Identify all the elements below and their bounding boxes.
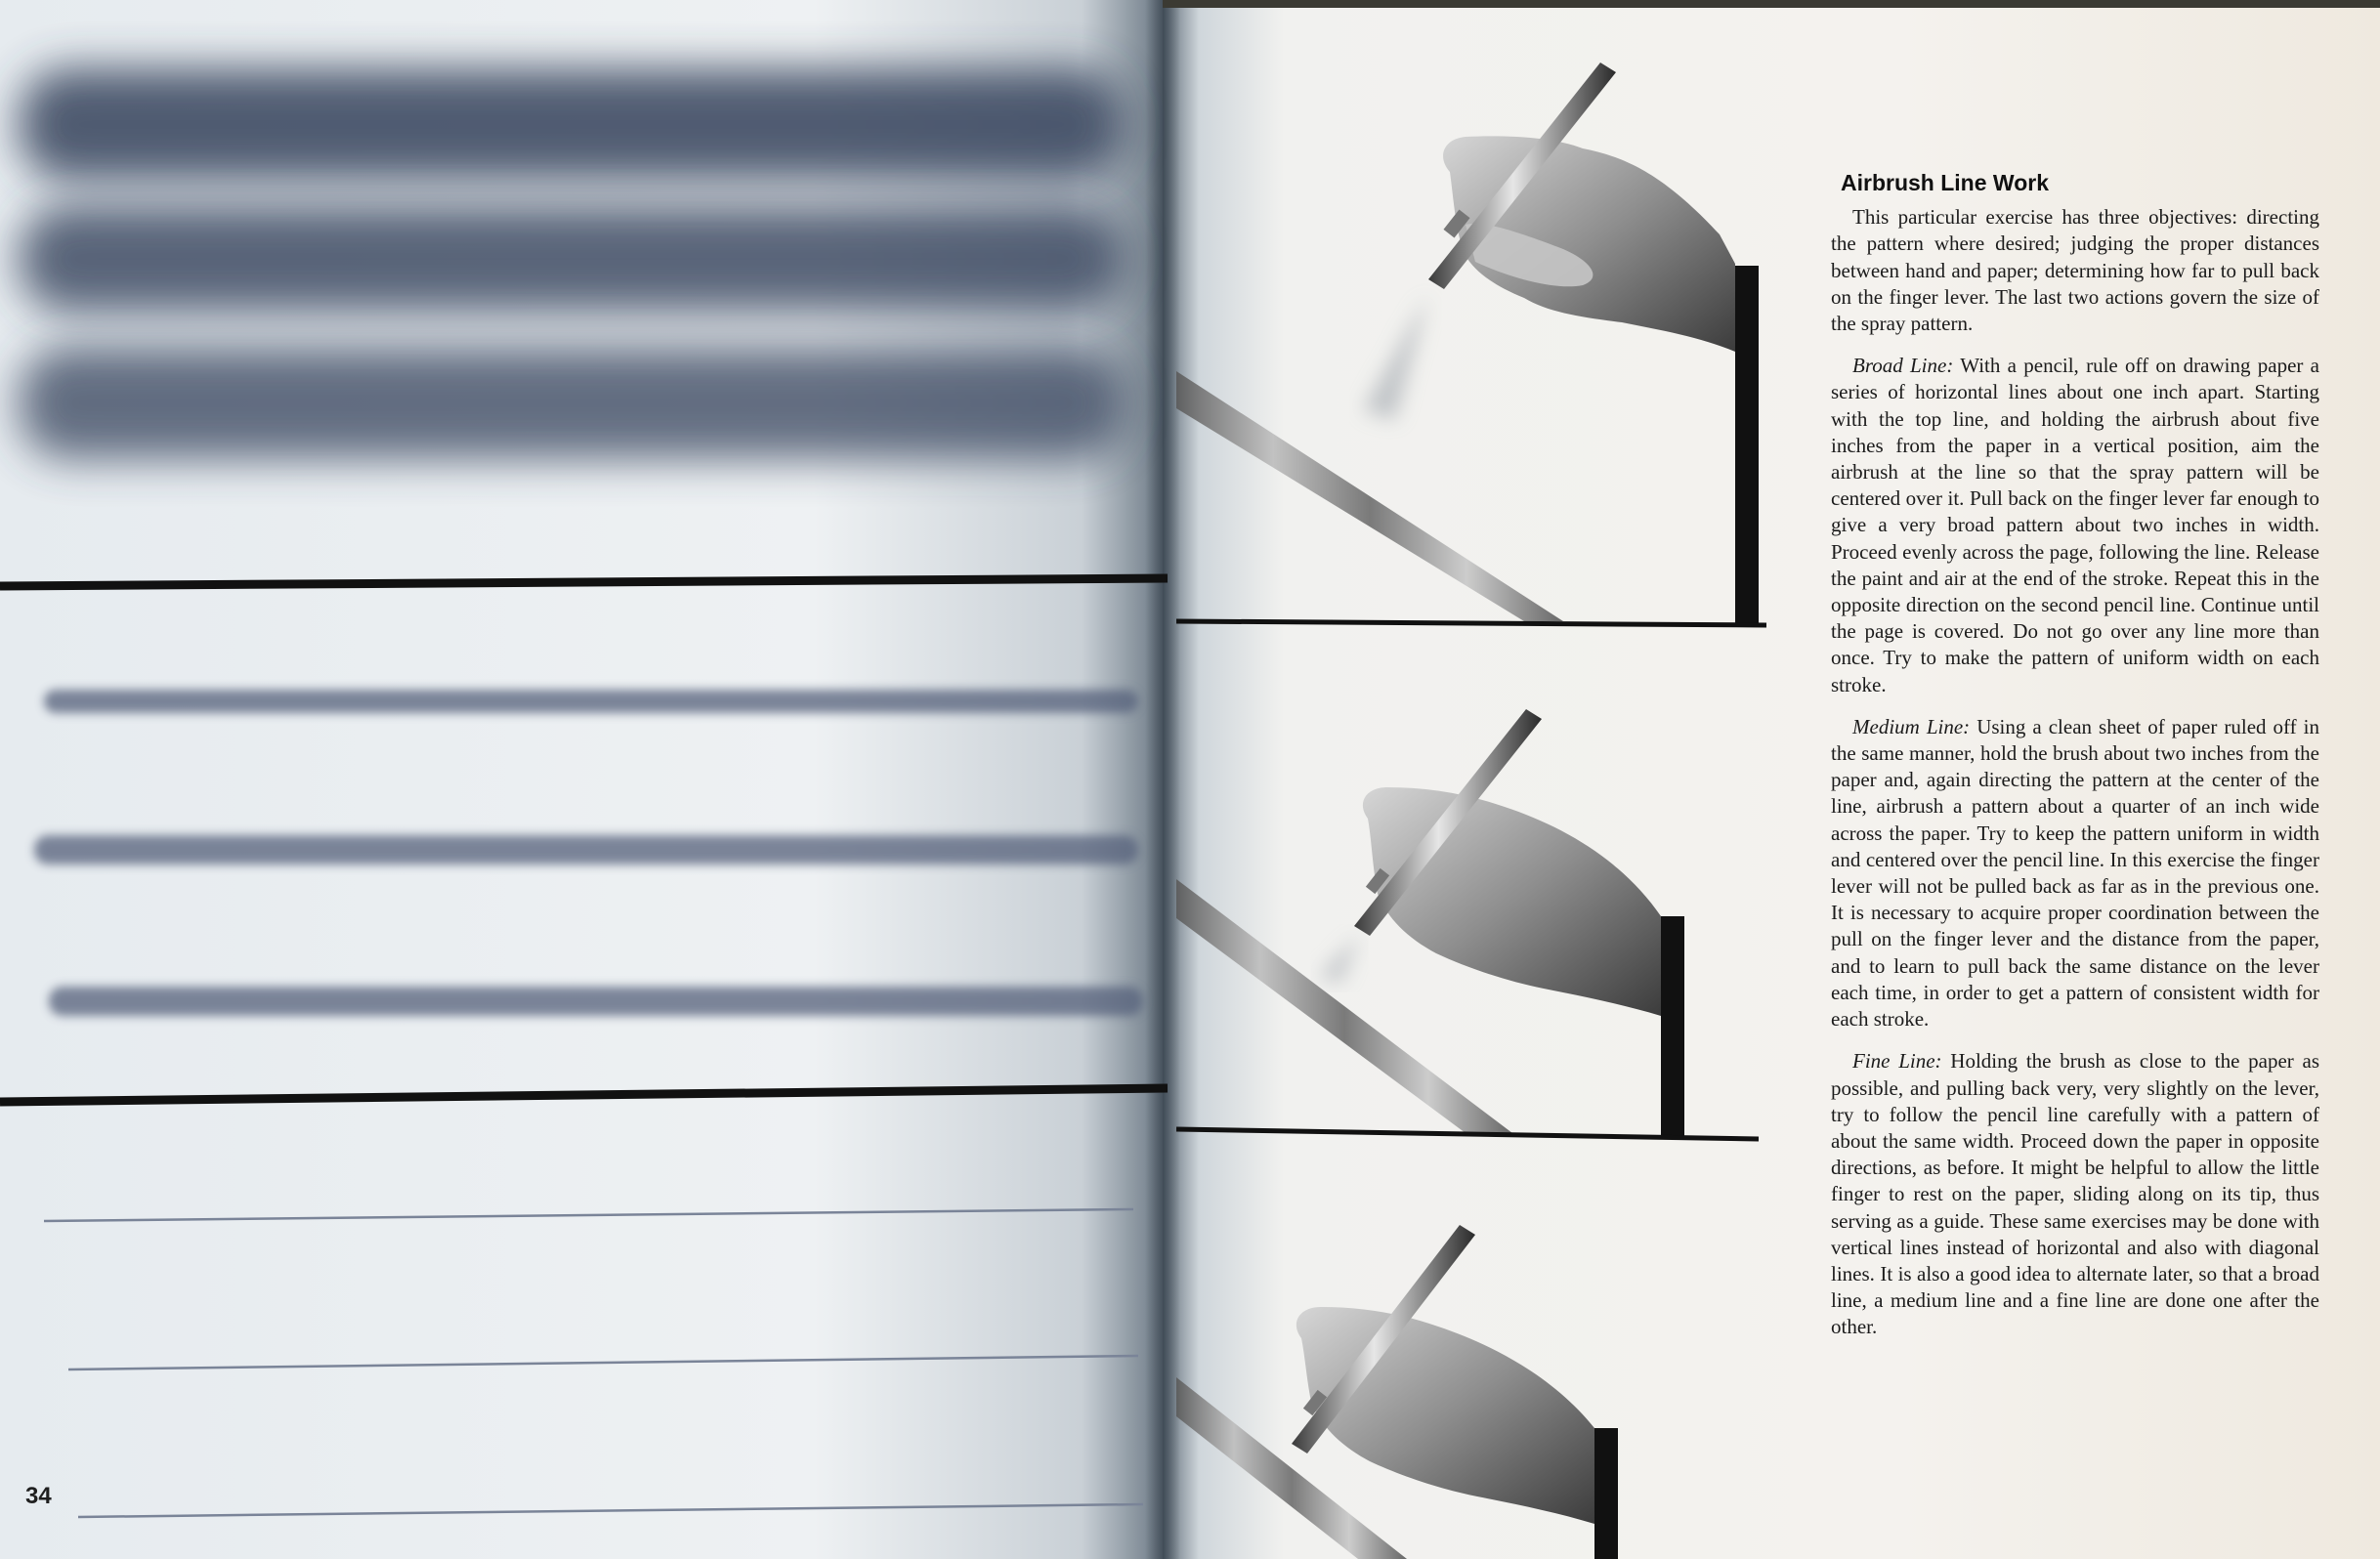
medium-spray-stroke	[34, 835, 1138, 864]
broad-line-examples	[20, 68, 1124, 459]
spray-cone	[1363, 295, 1428, 420]
broad-line-paragraph	[1831, 353, 2319, 698]
medium-line-examples	[34, 690, 1143, 1016]
medium-line-illustration	[1176, 709, 1759, 1139]
fine-line-illustration	[1176, 1225, 1618, 1559]
section-divider	[0, 578, 1168, 586]
broad-line-text: With a pencil, rule off on drawing paper a series of horizontal lines about one inch apart. Starting with the top line, and holding the airbrush about five inches from the paper in a vertical position, aim the airbrush at the line so that the spray pattern will be centered over it. Pull back on the finger lever far enough to give a very broad pattern about two inches in width. Proceed evenly across the page, following the line. Release the paint and air at the end of the stroke. Repeat this in the opposite direction on the second pencil line. Continue until the page is covered. Do not go over any line more than once. Try to make the pattern of uniform width on each stroke.	[1831, 354, 2319, 696]
section-divider	[0, 1088, 1168, 1102]
medium-spray-stroke	[44, 690, 1138, 713]
broad-spray-stroke	[20, 347, 1124, 459]
spray-cone	[1319, 934, 1360, 983]
panel-bottom-rule	[1176, 621, 1766, 625]
hand-icon	[1363, 787, 1661, 1016]
fine-spray-stroke	[78, 1504, 1143, 1517]
article-heading: Airbrush Line Work	[1841, 170, 2049, 195]
fine-line-lead: Fine Line:	[1852, 1049, 1942, 1074]
article-column	[1831, 170, 2319, 1357]
medium-line-paragraph	[1831, 714, 2319, 1032]
fine-spray-stroke	[68, 1356, 1138, 1369]
panel-shadow-edge	[1735, 266, 1759, 625]
medium-line-text: Using a clean sheet of paper ruled off in the same manner, hold the brush about two inches from the paper and, again directing the pattern at the center of the line, airbrush a pattern about a quarter of an inch wide across the paper. Try to keep the pattern uniform in width and centered over the pencil line. In this exercise the finger lever will not be pulled back as far as in the previous one. It is necessary to acquire proper coordination between the pull on the finger lever and the distance from the paper, and to learn to pull back the same distance on the lever each time, in order to get a pattern of consistent width for each stroke.	[1831, 714, 2319, 1032]
medium-line-lead: Medium Line:	[1852, 714, 1971, 738]
fine-line-paragraph	[1831, 1048, 2319, 1340]
fine-spray-stroke	[44, 1209, 1133, 1221]
fine-line-text: Holding the brush as close to the paper as possible, and pulling back very, very slightly on the lever, try to follow the pencil line carefully with a pattern of about the same width. Proceed down the paper in opposite directions, as before. It might be helpful to allow the little finger to rest on the paper, sliding along on its tip, thus serving as a guide. These same exercises may be done with vertical lines instead of horizontal and also with diagonal lines. It is also a good idea to alternate later, so that a broad line, a medium line and a fine line are done one after the other.	[1831, 1049, 2320, 1339]
panel-shadow-edge	[1661, 916, 1684, 1139]
fine-line-examples	[44, 1209, 1143, 1517]
panel-shadow-edge	[1594, 1428, 1618, 1559]
broad-line-illustration	[1176, 63, 1766, 625]
medium-spray-stroke	[49, 987, 1143, 1016]
intro-paragraph: This particular exercise has three objectives: directing the pattern where desired; judging the proper distances between hand and paper; determining how far to pull back on the finger lever. The last two actions govern the size of the spray pattern.	[1831, 205, 2319, 336]
broad-line-lead: Broad Line:	[1852, 354, 1954, 378]
hand-icon	[1296, 1307, 1594, 1524]
page-number: 34	[25, 1483, 52, 1509]
broad-spray-stroke	[20, 68, 1124, 181]
broad-spray-stroke	[20, 205, 1124, 313]
